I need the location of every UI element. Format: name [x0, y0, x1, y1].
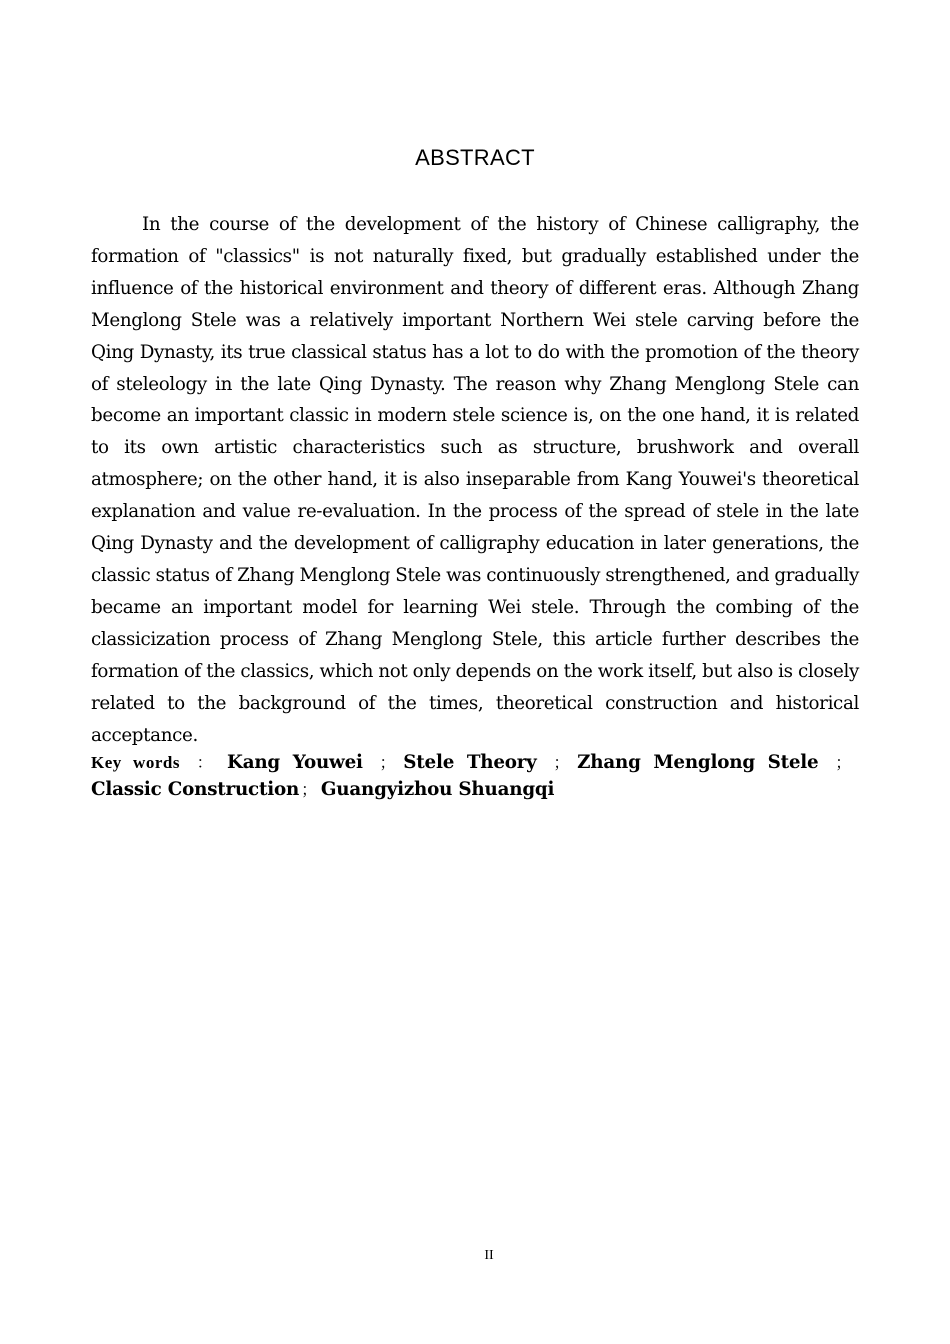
keyword: Guangyizhou Shuangqi — [320, 779, 555, 800]
keyword: Zhang Menglong Stele — [577, 752, 819, 773]
keywords-colon: ： — [196, 753, 219, 772]
keyword-separator: ； — [553, 753, 570, 772]
keyword-separator: ； — [301, 780, 317, 799]
keyword-separator: ； — [379, 753, 396, 772]
keyword-separator: ； — [835, 753, 851, 772]
keyword: Stele Theory — [403, 752, 537, 773]
abstract-title: ABSTRACT — [415, 145, 535, 170]
keywords-line — [91, 749, 859, 803]
keyword: Classic Construction — [91, 779, 300, 800]
keywords-label: Key words — [91, 753, 180, 772]
abstract-body: In the course of the development of the history of Chinese calligraphy, the formation of "classics" is not naturally fixed, but gradually established under the influence of the historical environment and theory of different eras. Although Zhang Menglong Stele was a relatively important Northern Wei stele carving before the Qing Dynasty, its true classical status has a lot to do with the promotion of the theory of steleology in the late Qing Dynasty. The reason why Zhang Menglong Stele can become an important classic in modern stele science is, on the one hand, it is related to its own artistic characteristics such as structure, brushwork and overall atmosphere; on the other hand, it is also inseparable from Kang Youwei's theoretical explanation and value re-evaluation. In the process of the spread of stele in the late Qing Dynasty and the development of calligraphy education in later generations, the classic status of Zhang Menglong Stele was continuously strengthened, and gradually became an important model for learning Wei stele. Through the combing of the classicization process of Zhang Menglong Stele, this article further describes the formation of the classics, which not only depends on the work itself, but also is closely related to the background of the times, theoretical construction and historical acceptance. — [91, 214, 859, 746]
page-number: II — [484, 1248, 494, 1263]
keyword: Kang Youwei — [227, 752, 363, 773]
